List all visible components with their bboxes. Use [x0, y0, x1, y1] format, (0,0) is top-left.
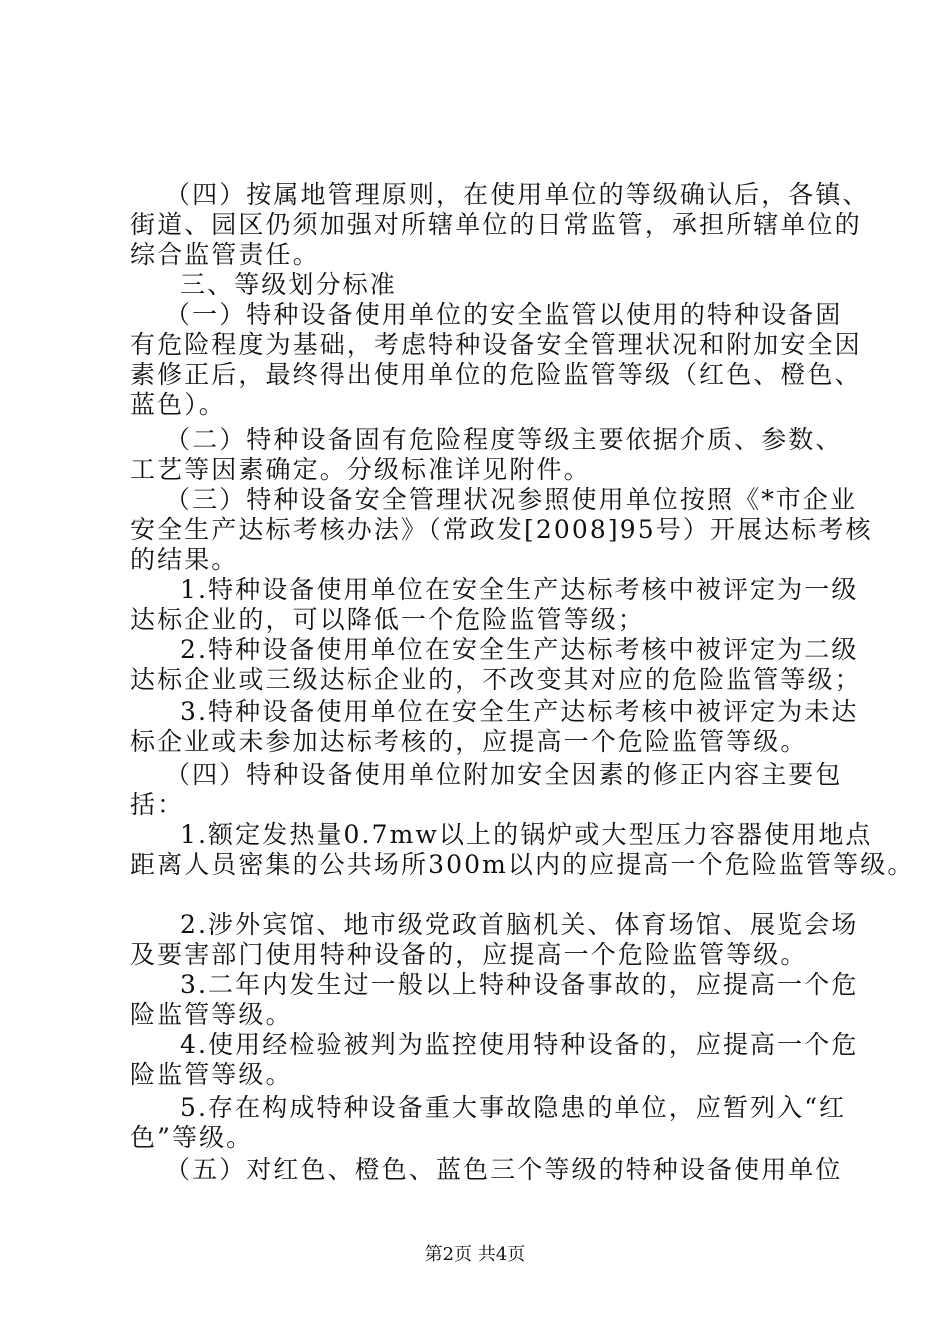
list-item-line: 5.存在构成特种设备重大事故隐患的单位，应暂列入“红 — [180, 1093, 847, 1122]
paragraph-line: 蓝色）。 — [130, 390, 226, 419]
list-item-line: 达标企业的，可以降低一个危险监管等级； — [130, 605, 645, 634]
list-item-line: 3.二年内发生过一般以上特种设备事故的，应提高一个危 — [180, 970, 859, 999]
list-item-line: 距离人员密集的公共场所300m以内的应提高一个危险监管等级。 — [130, 850, 915, 879]
paragraph-line: 的结果。 — [130, 545, 239, 574]
list-item-line: 1.额定发热量0.7mw以上的锅炉或大型压力容器使用地点 — [180, 820, 873, 849]
list-item-line: 2.涉外宾馆、地市级党政首脑机关、体育场馆、展览会场 — [180, 910, 859, 939]
paragraph-line: （三）特种设备安全管理状况参照使用单位按照《*市企业 — [165, 485, 858, 514]
section-heading: 三、等级划分标准 — [180, 270, 397, 299]
page-number-footer: 第2页 共4页 — [424, 1244, 526, 1265]
list-item-line: 4.使用经检验被判为监控使用特种设备的，应提高一个危 — [180, 1030, 859, 1059]
paragraph-line: （五）对红色、橙色、蓝色三个等级的特种设备使用单位 — [165, 1155, 843, 1184]
list-item-line: 色”等级。 — [130, 1123, 254, 1152]
paragraph-line: 工艺等因素确定。分级标准详见附件。 — [130, 455, 591, 484]
paragraph-line: （一）特种设备使用单位的安全监管以使用的特种设备固 — [165, 300, 843, 329]
paragraph-line: （二）特种设备固有危险程度等级主要依据介质、参数、 — [165, 425, 843, 454]
list-item-line: 3.特种设备使用单位在安全生产达标考核中被评定为未达 — [180, 697, 859, 726]
list-item-line: 及要害部门使用特种设备的，应提高一个危险监管等级。 — [130, 940, 808, 969]
list-item-line: 险监管等级。 — [130, 1060, 293, 1089]
list-item-line: 1.特种设备使用单位在安全生产达标考核中被评定为一级 — [180, 575, 859, 604]
paragraph-line: （四）特种设备使用单位附加安全因素的修正内容主要包 — [165, 760, 843, 789]
paragraph-line: （四）按属地管理原则，在使用单位的等级确认后，各镇、 — [165, 180, 870, 209]
paragraph-line: 街道、园区仍须加强对所辖单位的日常监管，承担所辖单位的 — [130, 210, 862, 239]
paragraph-line: 安全生产达标考核办法》（常政发[2008]95号）开展达标考核 — [130, 515, 873, 544]
paragraph-line: 素修正后，最终得出使用单位的危险监管等级（红色、橙色、 — [130, 360, 862, 389]
paragraph-line: 综合监管责任。 — [130, 240, 320, 269]
paragraph-line: 有危险程度为基础，考虑特种设备安全管理状况和附加安全因 — [130, 330, 862, 359]
list-item-line: 达标企业或三级达标企业的，不改变其对应的危险监管等级； — [130, 665, 862, 694]
paragraph-line: 括： — [130, 790, 185, 819]
list-item-line: 标企业或未参加达标考核的，应提高一个危险监管等级。 — [130, 727, 808, 756]
list-item-line: 2.特种设备使用单位在安全生产达标考核中被评定为二级 — [180, 635, 859, 664]
list-item-line: 险监管等级。 — [130, 1000, 293, 1029]
